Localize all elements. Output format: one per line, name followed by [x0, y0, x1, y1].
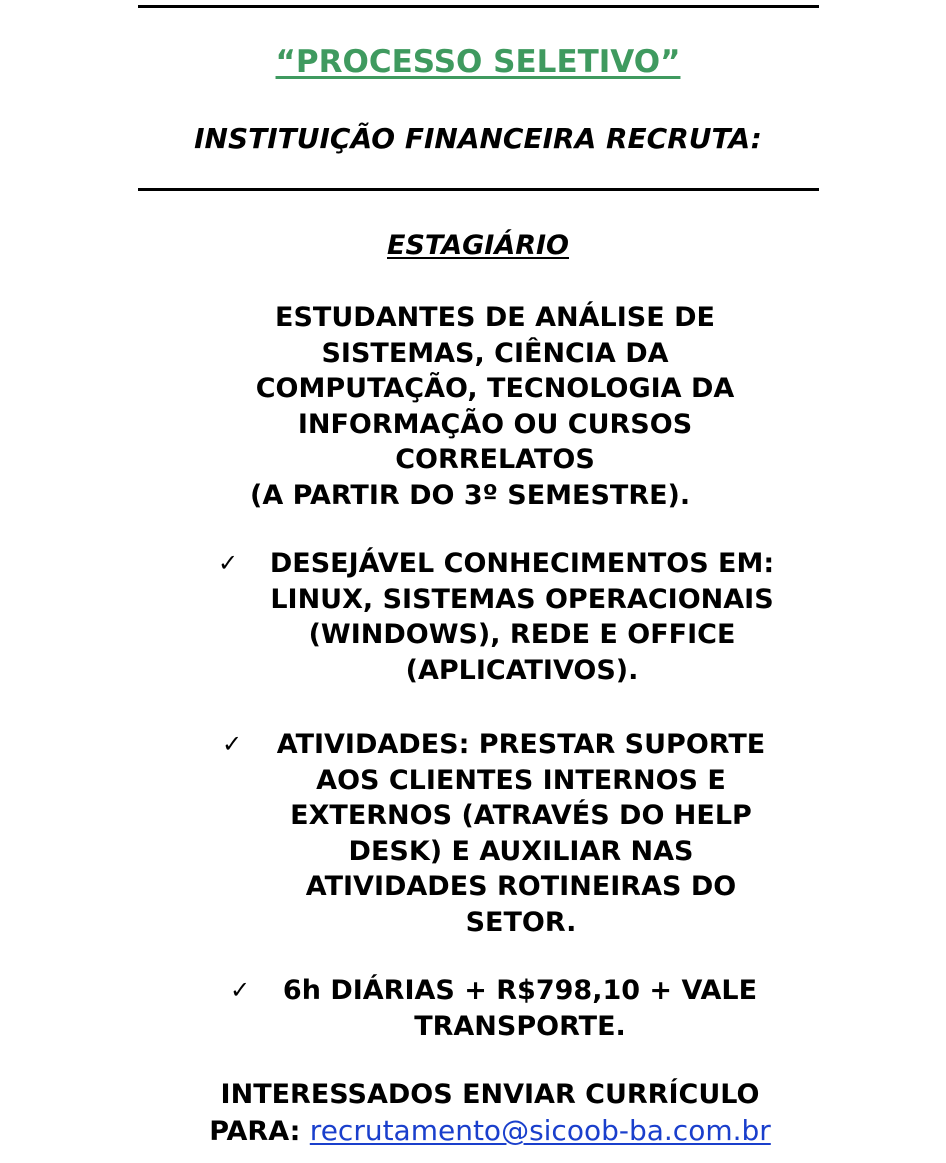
requirement-line: AOS CLIENTES INTERNOS E [316, 764, 726, 796]
requirement-line: EXTERNOS (ATRAVÉS DO HELP [290, 800, 752, 831]
requirement-text [254, 973, 786, 1044]
description-line: SISTEMAS, CIÊNCIA DA [321, 337, 669, 369]
contact-instruction: INTERESSADOS ENVIAR CURRÍCULO [220, 1079, 760, 1110]
role-description [215, 300, 775, 513]
description-line: INFORMAÇÃO OU CURSOS [297, 408, 693, 440]
requirement-line: DESEJÁVEL CONHECIMENTOS EM: [269, 548, 775, 579]
check-icon: ✓ [222, 730, 243, 758]
requirement-text [242, 546, 802, 688]
requirement-line: TRANSPORTE. [414, 1010, 626, 1042]
page-subtitle: INSTITUIÇÃO FINANCEIRA RECRUTA: [194, 122, 762, 155]
requirement-line: (WINDOWS), REDE E OFFICE [308, 619, 736, 650]
description-line: CORRELATOS [395, 444, 595, 475]
email-link[interactable]: recrutamento@sicoob-ba.com.br [309, 1114, 771, 1147]
requirement-line: DESK) E AUXILIAR NAS [348, 835, 694, 867]
check-icon: ✓ [218, 549, 239, 577]
requirement-text [247, 727, 795, 940]
check-icon: ✓ [230, 976, 251, 1004]
top-divider [138, 5, 819, 8]
contact-prefix: PARA: [209, 1116, 310, 1147]
requirement-line: SETOR. [465, 906, 577, 938]
role-heading: ESTAGIÁRIO [387, 230, 569, 261]
description-line: ESTUDANTES DE ANÁLISE DE [275, 302, 715, 333]
requirement-line: ATIVIDADES ROTINEIRAS DO [305, 871, 737, 902]
requirement-line: (APLICATIVOS). [405, 654, 639, 686]
description-line: COMPUTAÇÃO, TECNOLOGIA DA [255, 373, 735, 404]
contact-line [0, 1113, 946, 1150]
page-title: “PROCESSO SELETIVO” [275, 44, 681, 80]
description-line: (A PARTIR DO 3º SEMESTRE). [250, 479, 691, 511]
contact-section [0, 1077, 946, 1150]
requirement-line: ATIVIDADES: PRESTAR SUPORTE [276, 729, 766, 760]
requirement-line: 6h DIÁRIAS + R$798,10 + VALE [282, 975, 758, 1006]
requirement-line: LINUX, SISTEMAS OPERACIONAIS [270, 583, 774, 615]
section-divider [138, 188, 819, 191]
